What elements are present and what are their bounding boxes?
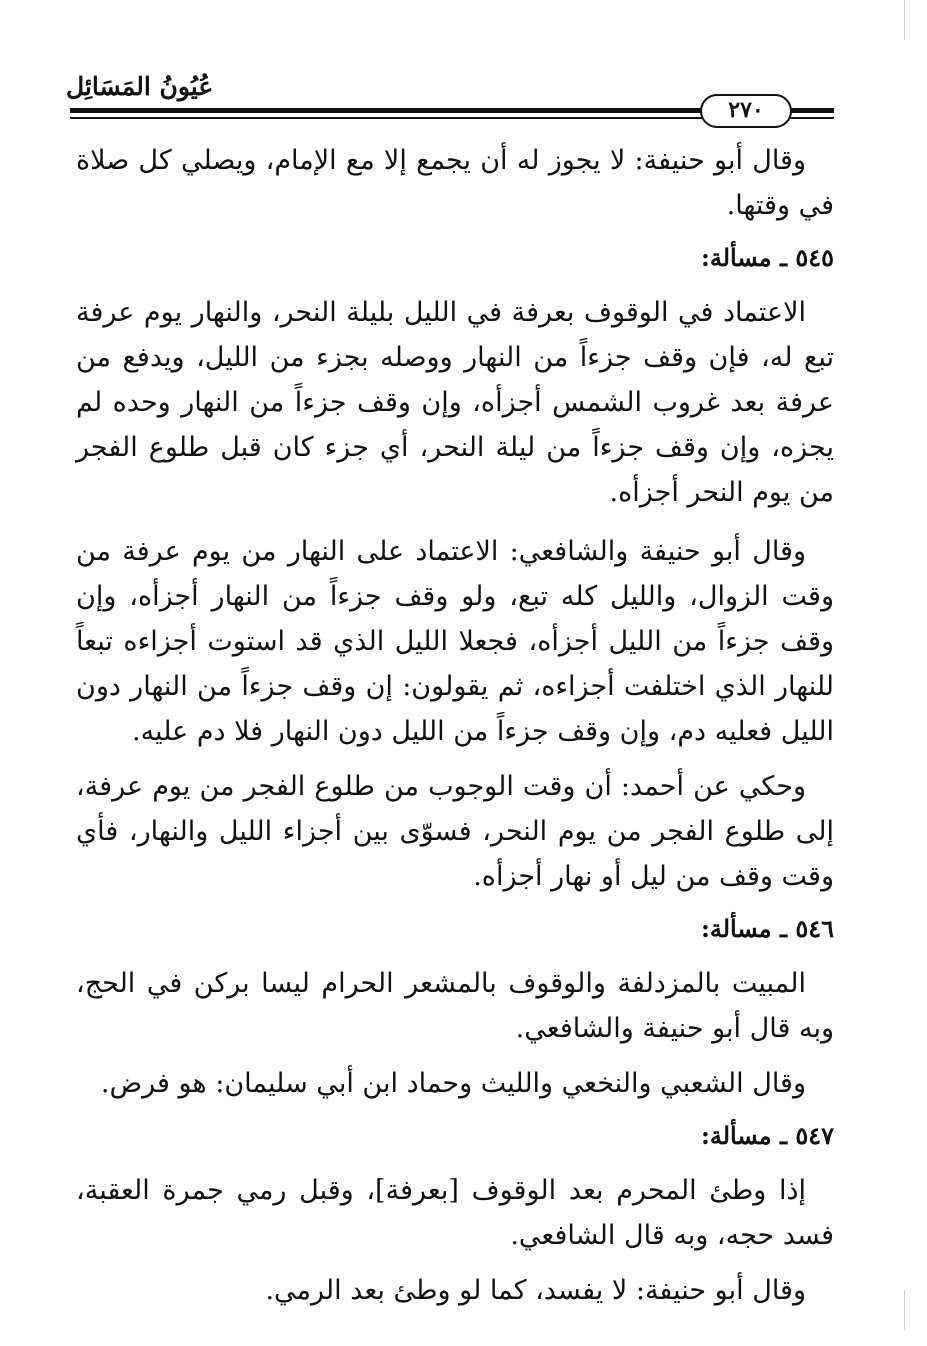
paragraph: وقال أبو حنيفة: لا يفسد، كما لو وطئ بعد الرمي. bbox=[265, 1275, 806, 1306]
issue-heading-545: ٥٤٥ ـ مسألة: bbox=[700, 243, 834, 272]
running-header-title: عُيُونُ المَسَائِل bbox=[66, 72, 214, 101]
paragraph: المبيت بالمزدلفة والوقوف بالمشعر الحرام ليسا بركن في الحج، وبه قال أبو حنيفة والشافعي. bbox=[76, 968, 834, 1044]
scan-edge-mark bbox=[904, 0, 905, 40]
paragraph: الاعتماد في الوقوف بعرفة في الليل بليلة النحر، والنهار يوم عرفة تبع له، فإن وقف جزءاً من النهار ووصله بجزء من الليل، ويدفع من عرفة بعد غروب الشمس أجزأه، وإن وقف جزءاً من النهار وحده لم يجزه، وإن وقف جزءاً من ليلة النحر، أي جزء كان قبل طلوع الفجر من يوم النحر أجزأه. bbox=[76, 297, 834, 508]
page-body bbox=[76, 138, 834, 1323]
paragraph: إذا وطئ المحرم بعد الوقوف [بعرفة]، وقبل رمي جمرة العقبة، فسد حجه، وبه قال الشافعي. bbox=[76, 1175, 834, 1251]
page-number: ٢٧٠ bbox=[700, 94, 792, 128]
paragraph: وقال أبو حنيفة: لا يجوز له أن يجمع إلا مع الإمام، ويصلي كل صلاة في وقتها. bbox=[76, 145, 834, 221]
paragraph: وقال الشعبي والنخعي والليث وحماد ابن أبي سليمان: هو فرض. bbox=[100, 1068, 806, 1099]
paragraph: وحكي عن أحمد: أن وقت الوجوب من طلوع الفجر من يوم عرفة، إلى طلوع الفجر من يوم النحر، فسوّى بين أجزاء الليل والنهار، فأي وقت وقف من ليل أو نهار أجزأه. bbox=[76, 771, 834, 892]
scan-edge-mark bbox=[904, 1290, 905, 1330]
issue-heading-547: ٥٤٧ ـ مسألة: bbox=[700, 1121, 834, 1150]
paragraph: وقال أبو حنيفة والشافعي: الاعتماد على النهار من يوم عرفة من وقت الزوال، والليل كله تبع، ولو وقف جزءاً من النهار أجزأه، وإن وقف جزءاً من الليل أجزأه، فجعلا الليل الذي قد استوت أجزاءه تبعاً للنهار الذي اختلفت أجزاءه، ثم يقولون: إن وقف جزءاً من النهار دون الليل فعليه دم، وإن وقف جزءاً من الليل دون النهار فلا دم عليه. bbox=[76, 536, 834, 747]
issue-heading-546: ٥٤٦ ـ مسألة: bbox=[700, 914, 834, 943]
